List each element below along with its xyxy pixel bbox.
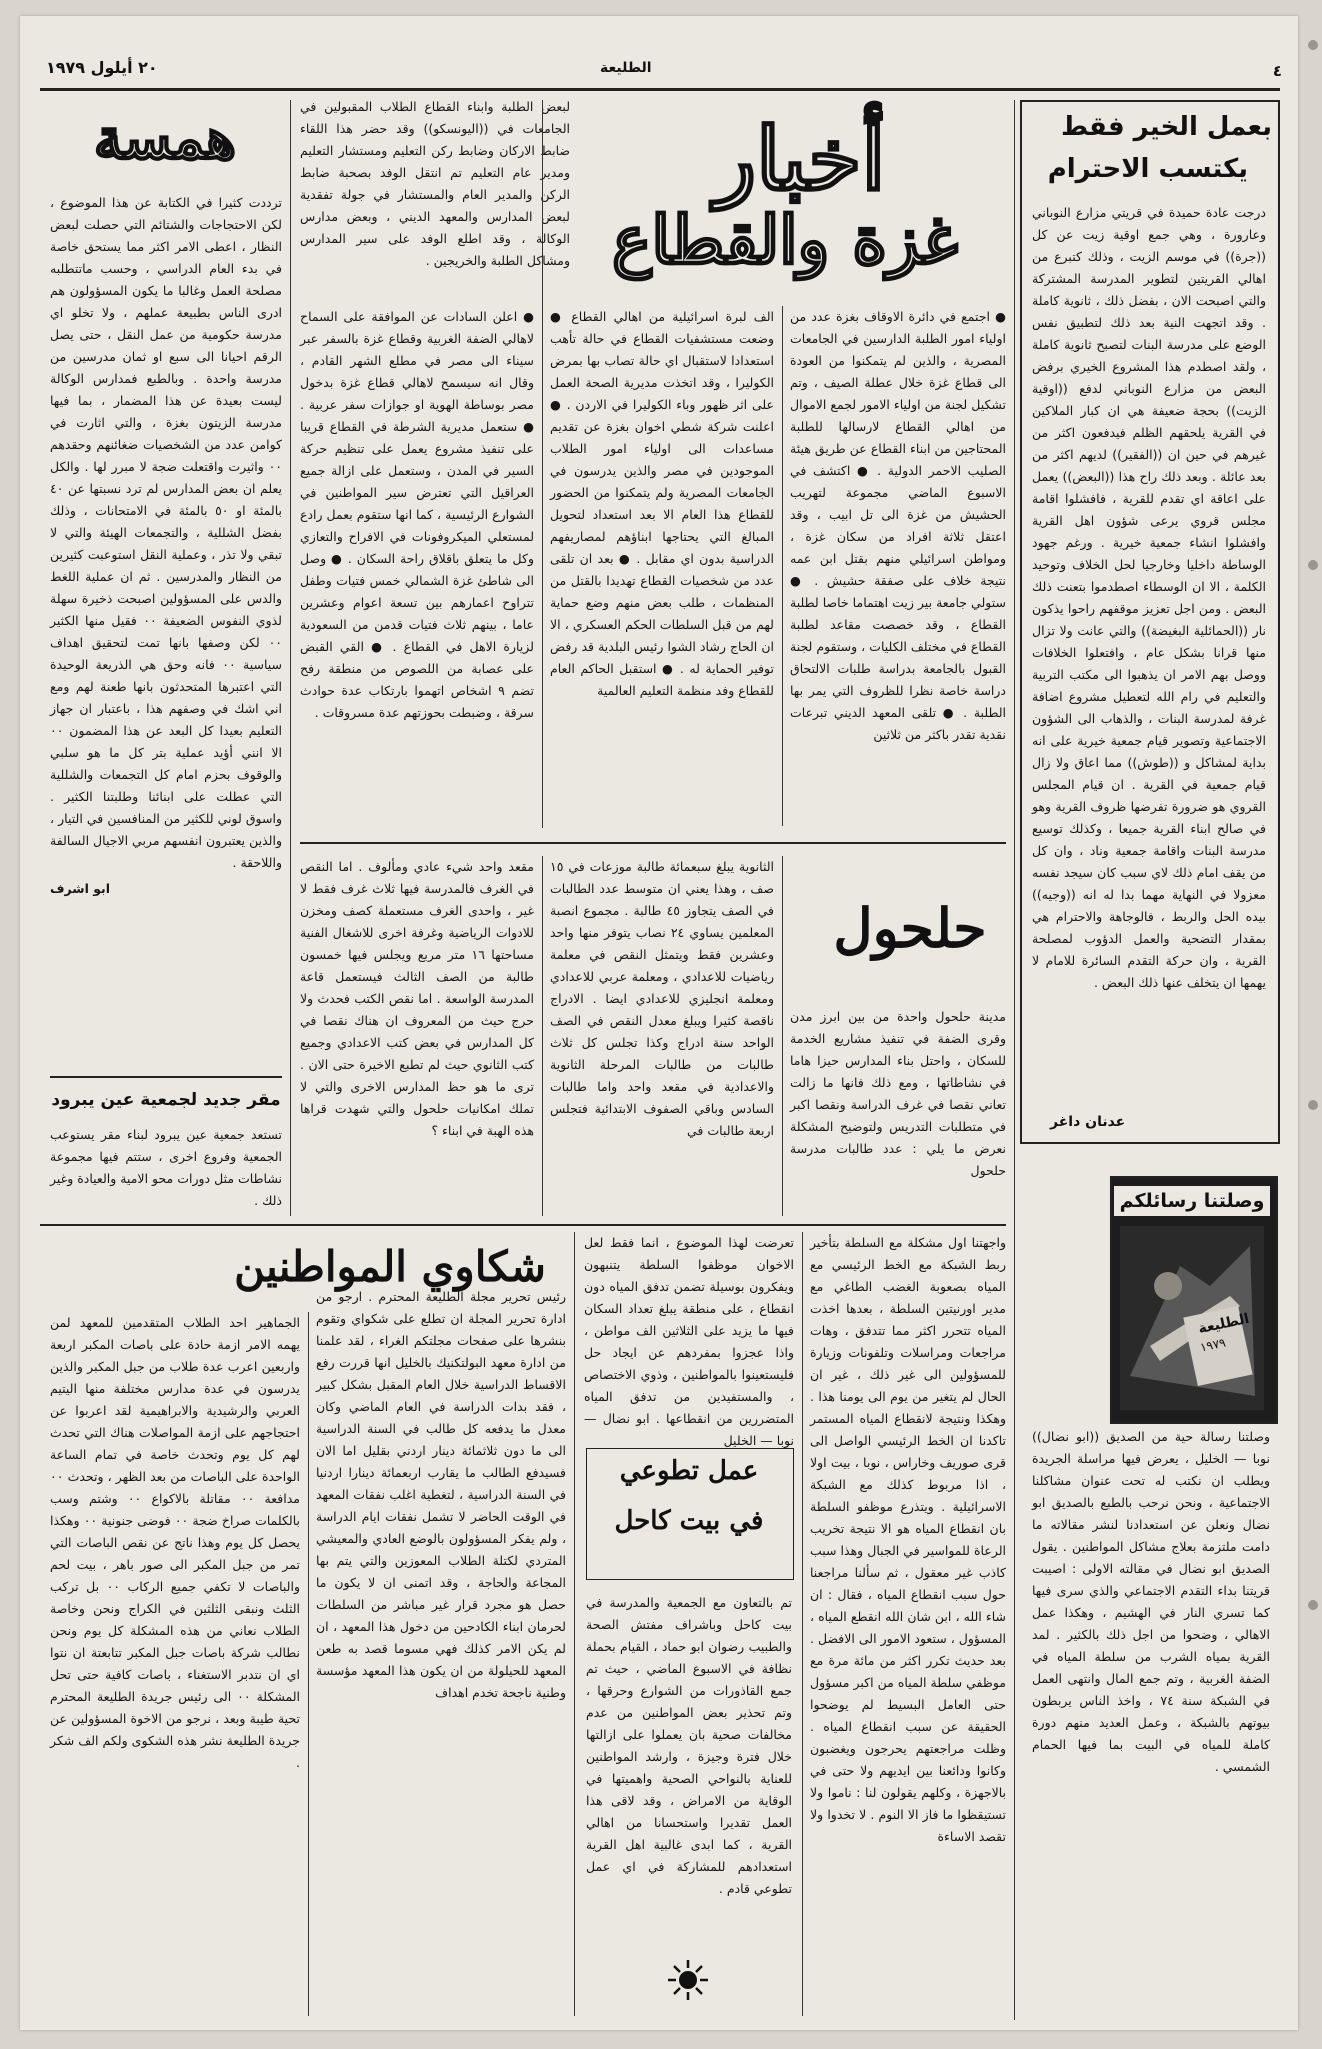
complaints-column-left [316, 1286, 566, 2016]
complaints-divider-2 [574, 1232, 575, 2016]
right-column-title-2: يكتسب الاحترام [1047, 154, 1248, 184]
hamasat-headline: همسة [94, 106, 236, 172]
ein-yabroud-body: تستعد جمعية عين يبرود لبناء مقر يستوعب الجمعية وفروع اخرى ، ستتم فيها مجموعة نشاطات مثل دورات محو الامية والعيادة وغير ذلك . [50, 1127, 282, 1208]
halhul-headline: حلحول [833, 896, 987, 960]
hamasat-article [50, 192, 282, 1062]
halhul-column-right-body: مدينة حلحول واحدة من بين ابرز مدن وقرى الضفة في تنفيذ مشاريع الخدمة للسكان ، واحتل بناء المدارس حيزا هاما في نشاطاتها ، ومع ذلك فانها ما زالت تعاني نقصا في غرف الدراسة ونقصا اكبر في متطلبات التدريس ولتوضيح المشكلة نعرض ما يلي : عدد طالبات مدرسة حلحول [790, 1009, 1006, 1178]
complaints-column-right [50, 1312, 300, 2016]
hamasat-bottom-rule [50, 1076, 282, 1078]
newspaper-page [20, 16, 1298, 2030]
page-number: ٤ [1272, 62, 1282, 80]
volunteer-headline-2: في بيت كاحل [614, 1506, 764, 1536]
right-column-title-1: بعمل الخير فقط [1061, 112, 1272, 142]
gaza-divider-1 [782, 306, 783, 826]
complaints-column-left-body: رئيس تحرير مجلة الطليعة المحترم . ارجو من ادارة تحرير المجلة ان تطلع على شكواي وتقوم بنشرها على صفحات مجلتكم الغراء ، لقد علمنا من ادارة معهد البولتكنيك بالخليل انها قررت رفع الاقساط الدراسية خلال العام المقبل بشكل كبير ، فقد بدات الدراسة في العام الماضي وكان معدل ما يدفعه كل طالب في السنة الدراسية الى ما دون ثلاثمائة دينار اردني بقليل اما الان فسيدفع الطالب ما يقارب اربعمائة دينارا اردنيا في السنة الدراسية ، لتغطية اغلب نفقات المعهد في الوقت الحاضر لا تشمل نفقات ايام الدراسة ، ولم يفكر المسؤولون بالوضع العادي والمعيشي المتردي لكتلة الطلاب المعوزين والتي يتم بها المجاعة والحاجة ، وقد اتمنى ان لا يكون ما حصل هو مجرد قرار غير مباشر من السلطات لحرمان ابناء الكادحين من دخول هذا المعهد ، ان لم يكن الامر كذلك فهي مسوما قصد به طعن المعهد للحيلولة من ان يكون هذا المعهد مؤسسة وطنية ناجحة تخدم اهداف [316, 1289, 566, 1700]
right-column-bottom-body: وصلتنا رسالة حية من الصديق ((ابو نضال)) نوبا — الخليل ، يعرض فيها مراسلة الجريدة ويطلب ان نكتب له تحت عنوان مشاكلنا الاجتماعية ، ونحن نرحب بالطبع بالصديق ابو نضال ونعلن عن استعدادنا لنشر مقالاته ما دامت ملتزمة بعلاج مشاكل المواطنين . يقول الصديق ابو نضال في مقالته الاولى : اصيبت قريتنا بداء التقدم الاجتماعي والذي سرى فيها كما تسري النار في الهشيم ، وهكذا عمل الاهالي ، وضحوا من اجل ذلك بالكثير . لمد القرية بمياه الشرب من سلطة المياه في الضفة الغربية ، وتم جمع المال وانتهى العمل في الشبكة سنة ٧٤ ، واخذ الناس يربطون بيوتهم بالشبكة ، وعمل العديد منهم دورة كاملة للمياه في البيت بما فيها الحمام الشمسي . [1032, 1429, 1270, 1774]
volunteer-body: تم بالتعاون مع الجمعية والمدرسة في بيت كاحل وباشراف مفتش الصحة والطبيب رضوان ابو حماد ، القيام بحملة نظافة في الاسبوع الماضي ، حيث تم جمع القاذورات من الشوارع وحرقها ، وتم تحذير بعض المواطنين من عدم مخالفات صحية بان يعملوا على ازالتها خلال فترة وجيزة ، وارشد المواطنين للعناية بالنواحي الصحية واهميتها في الوقاية من الامراض ، وقد لاقى هذا العمل تقديرا واستحسانا من اهالي القرية ، كما ابدى غالبية اهل القرية استعدادهم للمشاركة في اي عمل تطوعي قادم . [586, 1595, 792, 1896]
gaza-column-c [790, 306, 1006, 826]
gaza-top-body: لبعض الطلبة وابناء القطاع الطلاب المقبولين في الجامعات في ((اليونسكو)) وقد حضر هذا اللقاء ضابط الاركان وضابط ركن التعليم ومستشار التعليم ومدير عام التعليم تم انتقل الوفد بصحبة ضابط الركن والمدير العام والمستشار في جولة تفقدية لبعض المدارس والمعهد الديني ، وبعض مدارس الوكالة ، وقد اطلع الوفد على سير المدارس ومشاكل الطلبة والخريجين . [300, 99, 570, 268]
binder-hole [1308, 40, 1318, 50]
binder-hole [1308, 1600, 1318, 1610]
water-divider [802, 1232, 803, 2016]
gaza-column-c-body: ● اجتمع في دائرة الاوقاف بغزة عدد من اولياء امور الطلبة الدارسين في الجامعات المصرية ، والذين لم يتمكنوا من العودة الى قطاع غزة خلال عطلة الصيف ، وتم تشكيل لجنة من اولياء الامور لجمع الاموال من اهالي القطاع لارسالها للطلبة المحتاجين من ابناء القطاع عن طريق هيئة الصليب الاحمر الدولية . ● اكتشف في الاسبوع الماضي مجموعة لتهريب الحشيش من غزة الى تل ابيب ، وقد اعتقل ثلاثة افراد من سكان غزة ، ومواطن اسرائيلي منهم بقتل ابن عمه نتيجة خلاف على صفقة حشيش . ● ستولي جامعة بير زيت اهتماما خاصا لطلبة القطاع ، وقد خصصت مقاعد لطلبة القطاع في مختلف الكليات ، وستقوم لجنة القبول بالجامعة بدراسة طلبات الالتحاق دراسة خاصة نظرا للظروف التي يمر بها الطلبة . ● تلقى المعهد الديني تبرعات نقدية تقدر باكثر من ثلاثين [790, 309, 1006, 742]
header-rule [40, 88, 1280, 91]
gaza-column-b [550, 306, 774, 826]
gaza-bottom-rule [300, 842, 1006, 844]
halhul-column-left [300, 856, 534, 1216]
halhul-bottom-rule [40, 1224, 1006, 1226]
water-column-far2-body: واجهتنا اول مشكلة مع السلطة بتأخير ربط الشبكة مع الخط الرئيسي مع المياه بصعوبة الغضب الطاغي مع مدير اورنيتين السلطة ، بعدها اخذت المياه تتحرر اكثر مما تتدفق ، وهات مراجعات ومراسلات وتلفونات وزيارة للمسؤولين الى غير ذلك ، غير ان الحال لم يتغير من يوم الى يومنا هذا . وهكذا ونتيجة لانقطاع المياه المستمر تاكدنا ان الخط الرئيسي الواصل الى قرى صوريف وخاراس ، نوبا ، بيت اولا ، اذا مربوط كذلك مع الشبكة الاسرائيلية . ويتذرع موظفو السلطة بان انقطاع المياه هو الا نتيجة تخريب الرعاة للمواسير في الجبال وهذا سبب كاذب غير معقول ، ثم سألنا مراجعنا حول سبب انقطاع المياه ، فقال : ان شاء الله ، ابن شان الله انقطع المياه ، المسؤول ، ستعود الامور الى الافضل . بعد حديث تكرر اكثر من مائة مرة مع موظفي سلطة المياه من اكبر مسؤول حتى العامل البسيط لم يوضحوا الحقيقة عن سبب انقطاع المياه . وظلت مراجعتهم يحرجون ويغضبون وكانوا ودائعنا بين ايديهم ولا حتى في بالاجهزة ، وكلهم يقولون لنا : ناموا ولا تستيقظوا ما فاز الا النوم . لا تخدوا ولا تقصد الاساءة [810, 1235, 1006, 1844]
volunteer-article [586, 1592, 792, 1948]
water-column-far-body: تعرضت لهذا الموضوع ، انما فقط لعل الاخوان موظفوا السلطة يتنبهون ويفكرون بوسيلة تضمن تدفق المياه دون انقطاع ، على منطقة يبلغ تعداد السكان فيها ما يزيد على الثلاثين الف مواطن ، واذا عجزوا بمفردهم عن ايجاد حل فليستعينوا بالمواطنين ، وذوي الاختصاص ، والمستفيدين من تدفق المياه المتضررين من انقطاعها . ابو نضال — نوبا — الخليل [584, 1235, 794, 1448]
binder-holes [1302, 0, 1322, 2049]
letters-box-title: وصلتنا رسائلكم [1114, 1186, 1270, 1216]
section-name: الطليعة [600, 60, 652, 76]
halhul-column-mid-body: الثانوية يبلغ سبعمائة طالبة موزعات في ١٥ صف ، وهذا يعني ان متوسط عدد الطالبات في الصف يتجاوز ٤٥ طالبة . مجموع انصبة المعلمين يساوي ٢٤ نصاب يتوفر منها واحد وعشرين فقط ويتمثل النقص في معلمة رياضيات للاعدادي ، ومعلمة عربي للاعدادي ومعلمة انجليزي للاعدادي ايضا . الادراج ناقصة كثيرا ويبلغ معدل النقص في الصف الواحد سنة ادراج وكذا تجلس كل ثلاث طالبات من طالبات المرحلة الثانوية والاعدادية في مقعد واحد واما طالبات السادس وباقي الصفوف الابتدائية فتجلس اربعة طالبات في [550, 859, 774, 1138]
letters-box-stamp-date: ١٩٧٩ [1198, 1335, 1227, 1355]
right-column-signature: عدنان داغر [1050, 1114, 1126, 1130]
sun-ornament-icon [666, 1958, 710, 2002]
gaza-column-a [300, 306, 534, 826]
letters-box-stamp: الطليعة [1196, 1310, 1251, 1338]
volunteer-headline-1: عمل تطوعي [619, 1456, 759, 1486]
gaza-headline-2: غزة والقطاع [612, 201, 958, 279]
halhul-divider-2 [542, 856, 543, 1216]
hamasat-signature: ابو اشرف [50, 881, 111, 896]
gaza-divider-2 [542, 100, 543, 828]
right-column-article [1032, 202, 1266, 1112]
binder-hole [1308, 1100, 1318, 1110]
gaza-column-b-body: الف لبرة اسرائيلية من اهالي القطاع ● وضعت مستشفيات القطاع في حالة تأهب استعدادا لاستقبال اي حالة تصاب بها بمرض الكوليرا ، وقد اتخذت مديرية الصحة العمل على اثر ظهور وباء الكوليرا في الاردن . ● اعلنت شركة شطي اخوان بغزة عن تقديم مساعدات الى اولياء امور الطلاب الموجودين في مصر والذين يدرسون في الجامعات المصرية ولم يتمكنوا من الحضور للقطاع هذا العام الا بعد استعداد لتحويل المبالغ التي يحتاجها ابناؤهم لمصاريفهم الدراسية بدون اي مقابل . ● بعد ان تلقى عدد من شخصيات القطاع تهديدا بالقتل من المنظمات ، طلب بعض منهم وضع حماية لهم من قبل السلطات الحكم العسكري ، الا ان الحاج رشاد الشوا رئيس البلدية قد رفض توفير الحماية له . ● استقبل الحاكم العام للقطاع وفد منظمة التعليم العالمية [550, 309, 774, 698]
complaints-divider-1 [308, 1312, 309, 2016]
ein-yabroud-article [50, 1124, 282, 1216]
halhul-divider-1 [782, 856, 783, 1216]
complaints-headline: شكاوي المواطنين [234, 1242, 546, 1291]
ein-yabroud-headline: مقر جديد لجمعية عين يبرود [51, 1090, 281, 1110]
halhul-column-left-body: مقعد واحد شيء عادي ومألوف . اما النقص في الغرف فالمدرسة فيها ثلاث غرف فقط لا غير ، واحدى الغرف مستعملة كصف ومخزن للادوات الرياضية وغرفة اخرى للاشغال الفنية مساحتها ١٦ متر مربع ويجلس فيها خمسون طالبة من الصف الثالث فيستعمل قاعة المدرسة الواسعة . اما نقص الكتب فحدث ولا حرج حيث من المعروف ان هناك نقصا في كل المدارس في بعض كتب الاعدادي وجميع كتب الثانوي حيث لم تطبع الاخيرة حتى الان . ترى ما هو حظ المدارس الاخرى والتي لا تملك امكانيات حلحول والتي شهدت قراها هذه الهبة في ابناء ؟ [300, 859, 534, 1138]
gaza-column-a-body: ● اعلن السادات عن الموافقة على السماح لاهالي الضفة الغربية وقطاع غزة بالسفر عبر سيناء الى مصر في مطلع الشهر القادم ، وقال انه سيسمح لاهالي قطاع غزة بدخول مصر بوساطة الهوية او جوازات سفر عربية . ● ستعمل مديرية الشرطة في القطاع قريبا على تنفيذ مشروع يعمل على تنظيم حركة السير في المدن ، وستعمل على ازالة جميع العراقيل التي تعترض سير المواطنين في الشوارع الرئيسية ، كما انها ستقوم بعمل رادع لمستعلي الميكروفونات في الافراح والتعازي وكل ما يتعلق باقلاق راحة السكان . ● وصل الى شاطئ غزة الشمالي خمس فتيات وطفل تتراوح اعمارهم بين تسعة اعوام وعشرين عاما ، بينهم ثلاث فتيات قدمن من السعودية لزيارة الاهل في القطاع . ● القي القبض على عصابة من اللصوص من منطقة رفح تضم ٩ اشخاص اتهموا بارتكاب عدة حوادث سرقة ، وضبطت بحوزتهم عدة مسروقات . [300, 309, 534, 720]
right-column-bottom-article [1032, 1426, 1270, 2016]
divider-right [1014, 100, 1015, 2020]
halhul-column-mid [550, 856, 774, 1216]
hamasat-body: ترددت كثيرا في الكتابة عن هذا الموضوع ، لكن الاحتجاجات والشتائم التي حصلت لبعض النظار ، اعطى الامر اكثر مما يستحق خاصة في بدء العام الدراسي ، وحسب ماتتطلبه مصلحة العمل وغالبا ما يكون المسؤولون هم ادرى الناس بطبيعة عملهم ، ولا تخلو اي مدرسة حكومية من عمل النقل ، حتى يصل الرقم احيانا الى سبع او ثمان مدرسين من مدرسة واحدة . وبالطبع فمدارس الوكالة ليست بعيدة عن هذا المضمار ، بما فيها مدرسة الزيتون بغزة ، والتي اثارت في كوامن عدد من الشخصيات ضغائنهم وحقدهم ٠٠ واثيرت واقتعلت ضجة لا مبرر لها . والكل يعلم ان بعض المدارس لم ترد نسبتها عن ٤٠ بالمئة او ٥٠ بالمئة في الامتحانات ، وذلك بفضل الشللية ، والتجمعات الهيئة والتي لا تبقي ولا تذر ، وعملية النقل استوعبت كثيرين من النظار والمدرسين . ثم ان عملية اللغط والدس على المسؤولين اصبحت ذخيرة سهلة لذوي النفوس الضعيفة ٠٠ فقيل منها الكثير ٠٠ لكن وصفها بانها تمت لتحقيق اهداف سياسية ٠٠ فانه وحق هي الذريعة الوحيدة التي اعتبرها المتحدثون بانها طعنة لهم ومع اني اشك في وصفهم هذا ، باعتبار ان جهاز التعليم بعيدا كل البعد عن هذا المضمون ٠٠ الا انني أؤيد عملية بتر كل ما هو سلبي والوقوف بحزم امام كل التجمعات والشللية التي عطلت على ابنائنا وطلبتنا الكثير . واسوق لوني للكثير من المنافسين في التيار ، والذين يعتبرون انفسهم مربي الاجيال السالفة واللاحقة . [50, 195, 282, 870]
issue-date: ٢٠ أيلول ١٩٧٩ [46, 58, 158, 77]
complaints-column-right-body: الجماهير احد الطلاب المتقدمين للمعهد لمن يهمه الامر ازمة حادة على باصات المكبر اربعة واربعين اعرب عدة طلاب من جبل المكبر والذين يدرسون في عدة مدارس مختلفة منها اليتيم العربي والرشيدية والابراهيمية لقد اعربوا عن احتجاجهم على ازمة المواصلات هناك التي تحدث لهم كل يوم وتحدث خاصة في تمام الساعة الواحدة على الباصات من بعد الظهر ، وتحدث ٠٠ مدافعة ٠٠ مقاتلة بالاكواع ٠٠ وشتم وسب بالكلمات صراخ ضجة ٠٠ فوضى جنونية ٠٠ وهكذا يحصل كل يوم وهذا ناتج عن نقص الباصات التي تمر من جبل المكبر الى صور باهر ، بيت لحم والباصات لا تكفي جميع الركاب ٠٠ بل تركب الثلث ونبقى الثلثين في الكراج ونحن وخاصة الطلاب نعاني من هذه المشكلة كل يوم ونحن نطالب شركة باصات جبل المكبر تتابعتة ان نتوا اي ان نتدبر الاستغناء ، باصات كافية حتى تحل المشكلة ٠٠ الى رئيس جريدة الطليعة المحترم تحية طيبة وبعد ، نرجو من الاخوة المسؤولين عن جريدة الطليعة نشر هذه الشكوى ولكم الف شكر . [50, 1315, 300, 1770]
water-column-far [584, 1232, 794, 1448]
binder-hole [1308, 560, 1318, 570]
right-column-body: درجت عادة حميدة في قريتي مزارع النوباني وعارورة ، وهي جمع اوقية زيت عن كل ((جرة)) في موسم الزيت ، وذلك كتبرع من اهالي القريتين لتطوير المدرسة المشتركة والتي اصبحت الان ، بفضل ذلك ، ثانوية كاملة . وقد اتجهت النية بعد ذلك لتطبيق نفس الوضع على مدرسة البنات لتصبح ثانوية كاملة ، ولقد اصطدم هذا المشروع الخيري برفض البعض من مزارع النوباني لدفع ((اوقية الزيت)) بحجة ضعيفة هي ان كبار الملاكين في القرية يلحقهم الظلم فيدفعون اكثر من غيرهم في حين ان ((الفقير)) لديهم اكثر من بعد عائلة . وبعد ذلك راح هذا ((البعض)) يعمل على اعاقة اي تقدم للقرية ، فافشلوا اقامة مجلس قروي يرعى شؤون اهل القرية وافشلوا انشاء جمعية خيرية . ورغم جهود الوساطة داخليا وخارجيا لحل الخلاف وتوحيد الكلمة ، الا ان الوسطاء اصطدموا بتعنت ذلك البعض . ومن اجل تعزيز موقفهم راحوا يذكون نار ((الحمائلية البغيضة)) والتي عانت ولا تزال منها قرانا بشكل عام ، وافتعلوا الخلافات ووصل بهم الامر ان يذهبوا الى مكتب التربية والتعليم في رام الله لتعطيل مشروع اضافة غرفة لمدرسة البنات ، والذهاب الى الشؤون الاجتماعية وتصوير قيام جمعية خيرية على انه بداية لمشاكل و ((طوش)) مما اعاق ولا زال قيام جمعية في القرية . ان قيام المجلس القروي هو ضرورة تفرضها ظروف القرية وهو في صالح ابناء القرية جميعا ، وكذلك توسيع مدرسة البنات واقامة جمعية وناد ، وان كل من يقف امام ذلك لاي سبب كان سيجد نفسه معزولا في النهاية مهما بدا له انه ((وجيه)) بيده الحل والربط ، فالوجاهة والاحترام هي بمقدار التضحية والعمل الدؤوب لمصلحة القرية ، وان حركة التقدم السائرة للامام لا يهمها ان يتخلف عنها ذلك البعض . [1032, 205, 1266, 990]
halhul-column-right [790, 1006, 1006, 1216]
gaza-headline-1: أخبار [714, 109, 886, 210]
water-column-far2 [810, 1232, 1006, 2016]
divider-left [290, 100, 291, 1216]
gaza-top-article [300, 96, 570, 296]
